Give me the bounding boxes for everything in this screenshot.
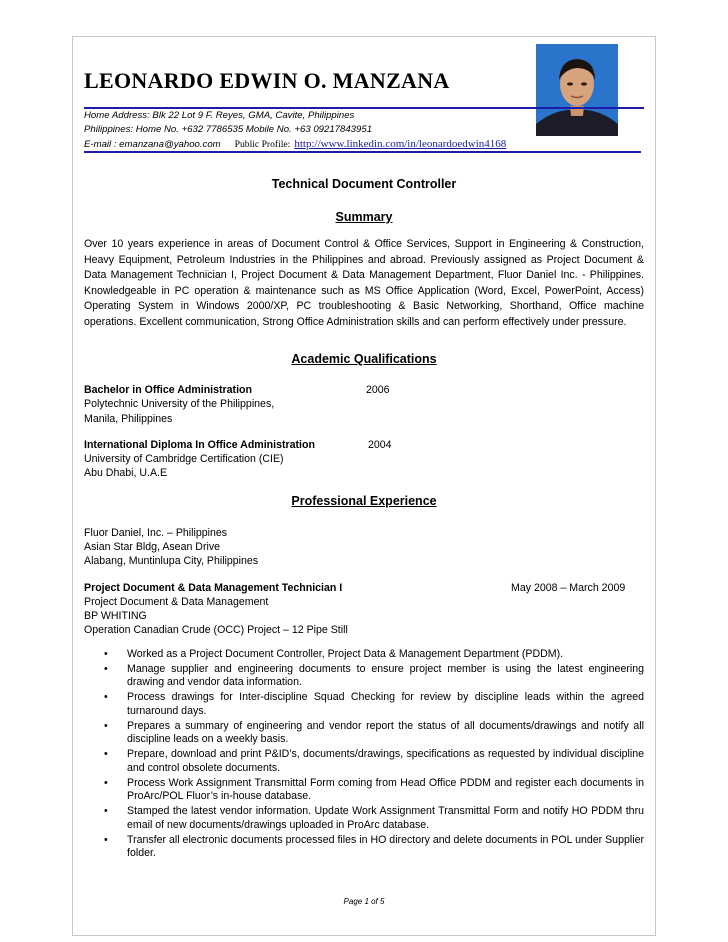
position-period: May 2008 – March 2009 bbox=[511, 582, 626, 594]
header-rule-bottom bbox=[84, 151, 641, 153]
header-rule-top bbox=[84, 107, 644, 109]
phone-numbers: Philippines: Home No. +632 7786535 Mobile No. +63 09217843951 bbox=[84, 124, 373, 135]
duties-list bbox=[84, 648, 644, 862]
list-item bbox=[84, 777, 644, 804]
duty-text: Manage supplier and engineering documents to ensure project member is using the latest engineering drawing and vendor data information. bbox=[127, 662, 644, 689]
list-item bbox=[84, 720, 644, 747]
bullet-icon: • bbox=[104, 662, 108, 675]
bullet-icon: • bbox=[104, 691, 108, 704]
list-item bbox=[84, 691, 644, 718]
list-item bbox=[84, 748, 644, 775]
degree-1: Bachelor in Office Administration bbox=[84, 384, 252, 396]
bullet-icon: • bbox=[104, 805, 108, 818]
profile-photo bbox=[536, 44, 618, 136]
page-number: Page 1 of 5 bbox=[343, 897, 385, 906]
job-title: Technical Document Controller bbox=[271, 177, 457, 191]
summary-text: Over 10 years experience in areas of Document Control & Office Services, Support in Engineering & Construction, Heavy Equipment, Petroleum Industries in the Philippines and abroad. Previously assigned as Project Document & Data Management Technician I, Project Document & Data Management Department, Fluor Daniel Inc. - Philippines. Knowledgeable in PC operation & maintenance such as MS Office Application (Word, Excel, PowerPoint, Access) Operating System in Windows 2000/XP, PC troubleshooting & Basic Networking, Shorthand, Office machine operations. Excellent communication, Strong Office Administration skills and can perform effectively under pressure. bbox=[84, 238, 644, 328]
experience-heading: Professional Experience bbox=[291, 494, 437, 508]
department: Project Document & Data Management bbox=[84, 596, 269, 608]
degree-2: International Diploma In Office Administration bbox=[84, 439, 315, 451]
duty-text: Worked as a Project Document Controller, Project Data & Management Department (PDDM). bbox=[127, 648, 564, 660]
degree-2-year: 2004 bbox=[368, 439, 392, 451]
duty-text: Transfer all electronic documents processed files in HO directory and delete documents in POL under Supplier folder. bbox=[127, 833, 644, 860]
summary-heading: Summary bbox=[335, 210, 393, 224]
position-title: Project Document & Data Management Technician I bbox=[84, 582, 343, 594]
client: BP WHITING bbox=[84, 610, 147, 622]
company-address-2: Alabang, Muntinlupa City, Philippines bbox=[84, 555, 259, 567]
duty-text: Process Work Assignment Transmittal Form coming from Head Office PDDM and register each documents in ProArc/POL Fluor’s in-house database. bbox=[127, 776, 644, 803]
duty-text: Prepare, download and print P&ID’s, documents/drawings, specifications as requested by individual discipline and control obsolete documents. bbox=[127, 748, 644, 774]
list-item bbox=[84, 834, 644, 861]
degree-2-location: Abu Dhabi, U.A.E bbox=[84, 467, 168, 479]
degree-1-year: 2006 bbox=[366, 384, 390, 396]
email-address: E-mail : emanzana@yahoo.com bbox=[84, 139, 221, 150]
degree-1-location: Manila, Philippines bbox=[84, 413, 173, 425]
degree-2-school: University of Cambridge Certification (CIE) bbox=[84, 453, 284, 465]
company-address-1: Asian Star Bldg, Asean Drive bbox=[84, 541, 221, 553]
bullet-icon: • bbox=[104, 648, 108, 660]
bullet-icon: • bbox=[104, 748, 108, 761]
candidate-name: LEONARDO EDWIN O. MANZANA bbox=[84, 68, 450, 93]
list-item bbox=[84, 648, 644, 662]
bullet-icon: • bbox=[104, 833, 108, 846]
project: Operation Canadian Crude (OCC) Project – 12 Pipe Still bbox=[84, 624, 348, 636]
person-photo-icon bbox=[536, 44, 618, 136]
list-item bbox=[84, 663, 644, 690]
degree-1-school: Polytechnic University of the Philippines, bbox=[84, 398, 275, 410]
bullet-icon: • bbox=[104, 776, 108, 789]
contact-line bbox=[84, 138, 506, 150]
duty-text: Prepares a summary of engineering and vendor report the status of all documents/drawings and notify all discipline leads on a weekly basis. bbox=[127, 719, 644, 746]
home-address: Home Address: Blk 22 Lot 9 F. Reyes, GMA, Cavite, Philippines bbox=[84, 110, 355, 121]
list-item bbox=[84, 805, 644, 832]
academic-heading: Academic Qualifications bbox=[291, 352, 437, 366]
company-name: Fluor Daniel, Inc. – Philippines bbox=[84, 527, 228, 539]
profile-label: Public Profile: bbox=[234, 139, 291, 150]
linkedin-profile-link[interactable]: http://www.linkedin.com/in/leonardoedwin4168 bbox=[294, 138, 507, 150]
duty-text: Stamped the latest vendor information. Update Work Assignment Transmittal Form and notify HO PDDM thru email of new documents/drawings uploaded in ProArc database. bbox=[127, 805, 644, 831]
duty-text: Process drawings for Inter-discipline Squad Checking for review by discipline leads within the agreed turnaround days. bbox=[127, 691, 644, 717]
bullet-icon: • bbox=[104, 719, 108, 732]
